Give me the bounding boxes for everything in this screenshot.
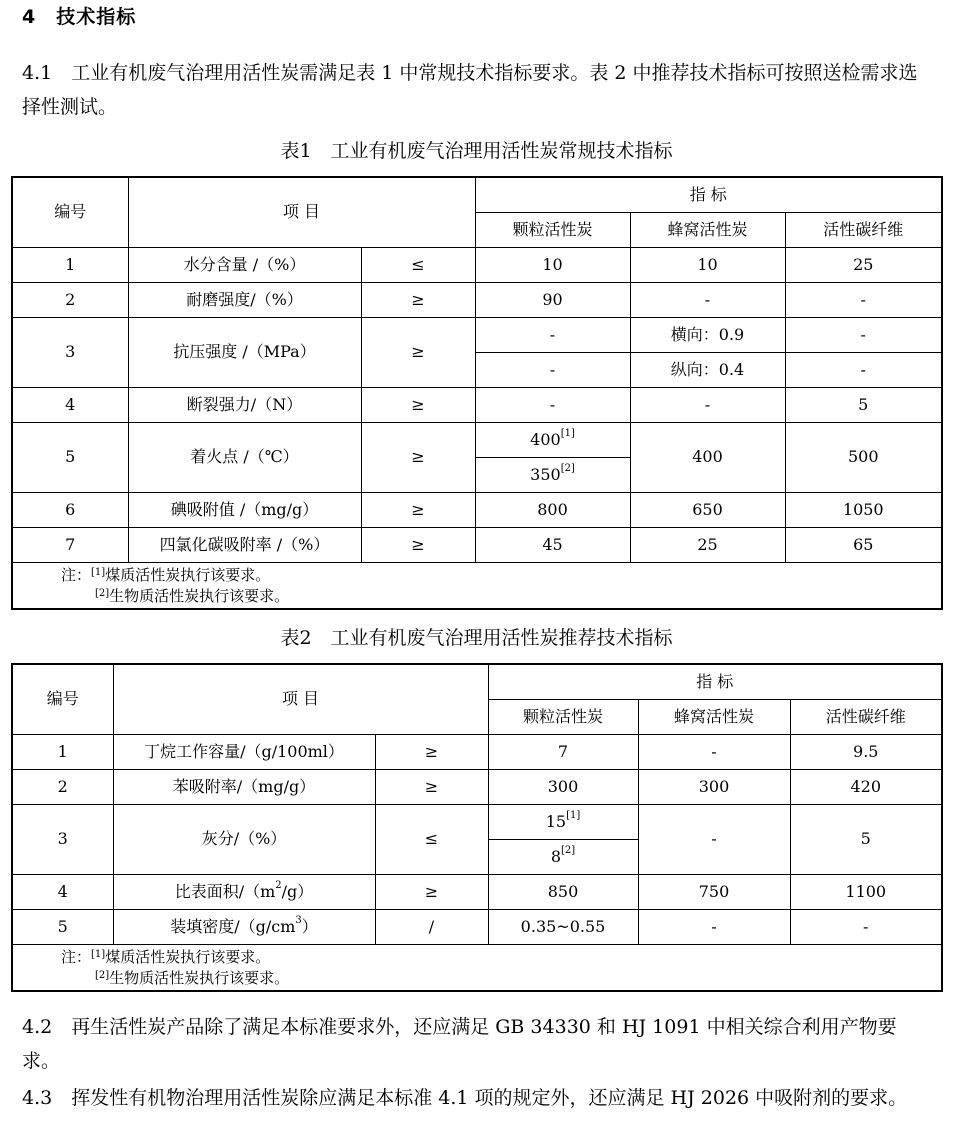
t2-header-item: 项 目	[113, 664, 488, 734]
t2-header-fiber: 活性碳纤维	[790, 699, 942, 734]
row-num: 2	[12, 282, 128, 317]
table-row	[12, 282, 942, 317]
row-c1: -	[475, 352, 630, 387]
paragraph-4-3: 4.3 挥发性有机物治理用活性炭除应满足本标准 4.1 项的规定外，还应满足 HJ 2026 中吸附剂的要求。	[22, 1087, 908, 1109]
row-c3: 1050	[785, 492, 942, 527]
row-c2: -	[630, 387, 785, 422]
row-c3: 25	[785, 247, 942, 282]
row-c2: 300	[638, 769, 790, 804]
paragraph-4-2: 4.2 再生活性炭产品除了满足本标准要求外，还应满足 GB 34330 和 HJ 1091 中相关综合利用产物要求。	[22, 1016, 897, 1072]
row-num: 1	[12, 734, 113, 769]
row-op: ≤	[375, 804, 488, 874]
table1-caption: 表1 工业有机废气治理用活性炭常规技术指标	[280, 140, 673, 162]
table2-caption: 表2 工业有机废气治理用活性炭推荐技术指标	[280, 627, 673, 649]
row-c1: 400[1]	[475, 422, 630, 457]
footnote-ref: [2]	[561, 844, 576, 856]
row-op: ≤	[361, 247, 475, 282]
row-op: ≥	[361, 422, 475, 492]
table2	[11, 663, 943, 992]
t1-header-item: 项 目	[128, 177, 475, 247]
table-row	[12, 317, 942, 352]
table-row	[12, 247, 942, 282]
footnote-ref: [1]	[566, 809, 581, 821]
row-op: ≥	[361, 527, 475, 562]
row-op: ≥	[361, 317, 475, 387]
row-c2: -	[630, 282, 785, 317]
table-row	[12, 804, 942, 839]
row-item: 水分含量 /（%）	[128, 247, 361, 282]
row-c1: 8[2]	[488, 839, 638, 874]
row-c2: 400	[630, 422, 785, 492]
row-item: 丁烷工作容量/（g/100ml）	[113, 734, 375, 769]
row-num: 5	[12, 909, 113, 944]
row-num: 3	[12, 317, 128, 387]
row-c3: -	[790, 909, 942, 944]
row-item: 耐磨强度/（%）	[128, 282, 361, 317]
row-c1: 10	[475, 247, 630, 282]
row-num: 3	[12, 804, 113, 874]
row-op: ≥	[361, 492, 475, 527]
row-op: ≥	[361, 387, 475, 422]
table-row	[12, 422, 942, 457]
row-item: 着火点 /（℃）	[128, 422, 361, 492]
table1	[11, 176, 943, 610]
footnote-ref: [1]	[560, 427, 575, 439]
section-title: 4 技术指标	[22, 6, 137, 28]
row-c3: 9.5	[790, 734, 942, 769]
row-c3: 5	[785, 387, 942, 422]
row-item: 灰分/（%）	[113, 804, 375, 874]
table-row	[12, 734, 942, 769]
row-num: 5	[12, 422, 128, 492]
row-item: 四氯化碳吸附率 /（%）	[128, 527, 361, 562]
t1-header-num: 编号	[12, 177, 128, 247]
t1-header-indicator: 指 标	[475, 177, 942, 212]
row-c2: 750	[638, 874, 790, 909]
row-c2: -	[638, 909, 790, 944]
footnote-ref: [2]	[560, 462, 575, 474]
row-num: 7	[12, 527, 128, 562]
row-c1: 7	[488, 734, 638, 769]
row-c1: 350[2]	[475, 457, 630, 492]
t2-header-indicator: 指 标	[488, 664, 942, 699]
row-num: 4	[12, 874, 113, 909]
table1-note: 注：[1]煤质活性炭执行该要求。 [2]生物质活性炭执行该要求。	[12, 562, 942, 609]
row-item: 苯吸附率/（mg/g）	[113, 769, 375, 804]
row-op: ≥	[361, 282, 475, 317]
row-c3: -	[785, 352, 942, 387]
row-c2: -	[638, 804, 790, 874]
t1-header-honeycomb: 蜂窝活性炭	[630, 212, 785, 247]
t2-header-granular: 颗粒活性炭	[488, 699, 638, 734]
table-row	[12, 874, 942, 909]
row-op: ≥	[375, 734, 488, 769]
row-op: ≥	[375, 769, 488, 804]
row-c3: 65	[785, 527, 942, 562]
t2-header-honeycomb: 蜂窝活性炭	[638, 699, 790, 734]
table-row	[12, 909, 942, 944]
row-c2: 650	[630, 492, 785, 527]
row-num: 6	[12, 492, 128, 527]
t1-header-granular: 颗粒活性炭	[475, 212, 630, 247]
row-op: /	[375, 909, 488, 944]
table2-note: 注：[1]煤质活性炭执行该要求。 [2]生物质活性炭执行该要求。	[12, 944, 942, 991]
row-num: 4	[12, 387, 128, 422]
row-c3: 500	[785, 422, 942, 492]
row-num: 2	[12, 769, 113, 804]
table-row	[12, 769, 942, 804]
row-c1: 0.35~0.55	[488, 909, 638, 944]
table-row	[12, 492, 942, 527]
row-op: ≥	[375, 874, 488, 909]
row-item: 比表面积$/(m^2/g)$	[113, 874, 375, 909]
row-c3: -	[785, 317, 942, 352]
row-c3: -	[785, 282, 942, 317]
row-c2: 25	[630, 527, 785, 562]
row-c1: 15[1]	[488, 804, 638, 839]
t2-header-num: 编号	[12, 664, 113, 734]
paragraph-4-1: 4.1 工业有机废气治理用活性炭需满足表 1 中常规技术指标要求。表 2 中推荐技术指标可按照送检需求选择性测试。	[22, 62, 918, 118]
row-c2: -	[638, 734, 790, 769]
row-c2: 横向：0.9	[630, 317, 785, 352]
row-c3: 5	[790, 804, 942, 874]
row-c1: -	[475, 387, 630, 422]
table-row	[12, 527, 942, 562]
row-c2: 10	[630, 247, 785, 282]
row-c3: 1100	[790, 874, 942, 909]
row-item: 装填密度$/(g/cm^3)$	[113, 909, 375, 944]
t1-header-fiber: 活性碳纤维	[785, 212, 942, 247]
row-c1: -	[475, 317, 630, 352]
row-c1: 45	[475, 527, 630, 562]
row-num: 1	[12, 247, 128, 282]
row-c1: 300	[488, 769, 638, 804]
row-c1: 850	[488, 874, 638, 909]
row-item: 抗压强度 /（MPa）	[128, 317, 361, 387]
row-c3: 420	[790, 769, 942, 804]
row-c1: 800	[475, 492, 630, 527]
row-item: 断裂强力/（N）	[128, 387, 361, 422]
row-item: 碘吸附值 /（mg/g）	[128, 492, 361, 527]
row-c2: 纵向：0.4	[630, 352, 785, 387]
table-row	[12, 387, 942, 422]
row-c1: 90	[475, 282, 630, 317]
